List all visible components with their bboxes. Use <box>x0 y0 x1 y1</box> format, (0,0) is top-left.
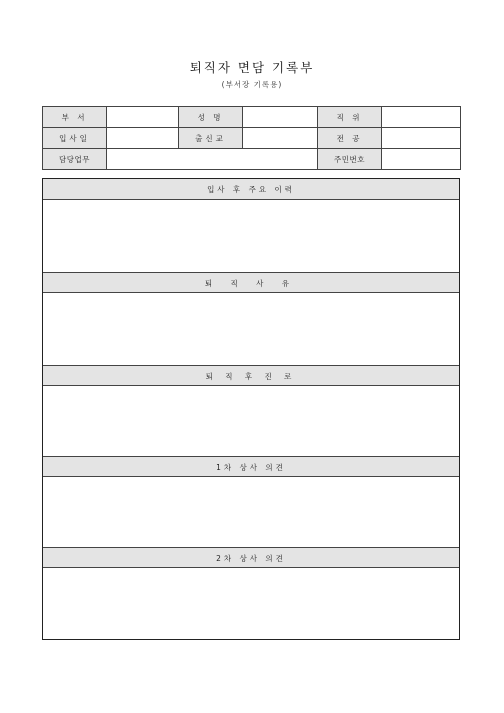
resignation-reason-body[interactable] <box>43 293 459 365</box>
duties-field[interactable] <box>107 149 318 170</box>
duties-label: 담당업무 <box>43 149 107 170</box>
post-resignation-path-body[interactable] <box>43 386 459 456</box>
career-history-header: 입사 후 주요 이력 <box>43 179 459 200</box>
second-supervisor-opinion-header: 2차 상사 의견 <box>43 547 459 568</box>
post-resignation-path-header: 퇴 직 후 진 로 <box>43 365 459 386</box>
career-history-body[interactable] <box>43 200 459 272</box>
school-field[interactable] <box>243 128 318 149</box>
resident-number-label: 주민번호 <box>318 149 382 170</box>
major-label: 전 공 <box>318 128 382 149</box>
first-supervisor-opinion-header: 1차 상사 의견 <box>43 456 459 477</box>
resident-number-field[interactable] <box>382 149 461 170</box>
interview-sections <box>42 178 460 640</box>
major-field[interactable] <box>382 128 461 149</box>
name-label: 성 명 <box>179 107 243 128</box>
name-field[interactable] <box>243 107 318 128</box>
info-row <box>43 149 461 170</box>
employee-info-table <box>42 106 461 170</box>
department-field[interactable] <box>107 107 179 128</box>
school-label: 출신교 <box>179 128 243 149</box>
hire-date-field[interactable] <box>107 128 179 149</box>
position-field[interactable] <box>382 107 461 128</box>
info-row <box>43 107 461 128</box>
document-subtitle: (부서장 기록용) <box>221 80 283 89</box>
resignation-reason-header: 퇴 직 사 유 <box>43 272 459 293</box>
first-supervisor-opinion-body[interactable] <box>43 477 459 547</box>
info-row <box>43 128 461 149</box>
department-label: 부 서 <box>43 107 107 128</box>
hire-date-label: 입사일 <box>43 128 107 149</box>
document-title: 퇴직자 면담 기록부 <box>189 60 315 75</box>
position-label: 직 위 <box>318 107 382 128</box>
second-supervisor-opinion-body[interactable] <box>43 568 459 638</box>
